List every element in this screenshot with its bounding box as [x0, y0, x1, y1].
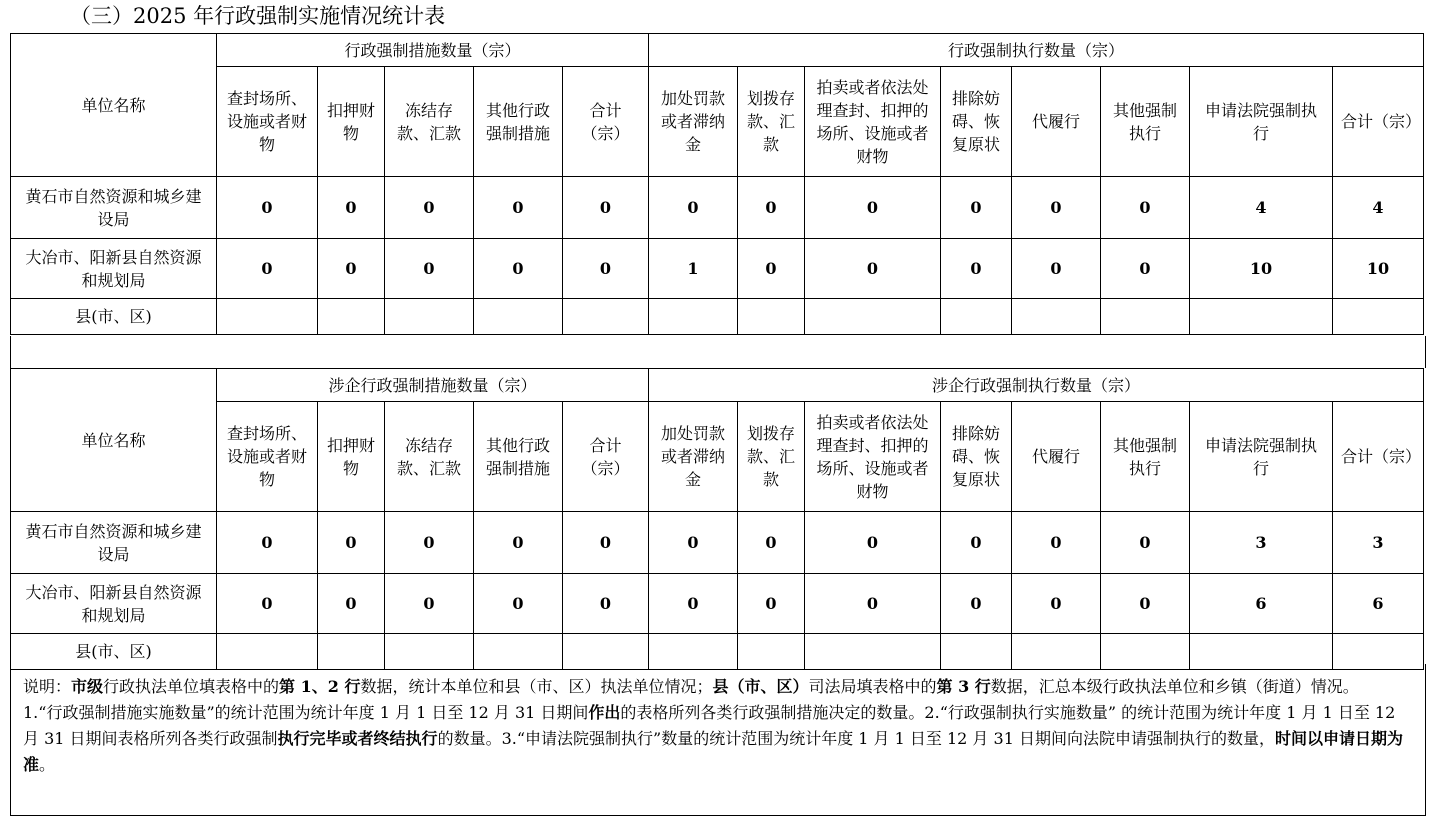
measures-group-header: 行政强制措施数量（宗）	[217, 34, 649, 67]
value-cell: 0	[385, 574, 474, 634]
note-text: 。	[39, 755, 56, 774]
value-cell: 0	[385, 239, 474, 299]
value-cell: 0	[318, 177, 385, 239]
column-header: 划拨存款、汇款	[738, 402, 805, 512]
value-cell	[649, 299, 738, 335]
table-row	[11, 574, 1424, 634]
column-header: 代履行	[1012, 67, 1101, 177]
column-header: 其他行政强制措施	[474, 402, 563, 512]
value-cell: 0	[318, 239, 385, 299]
note-text: 说明：	[23, 677, 72, 696]
emphasis-text: 执行完毕或者终结执行	[277, 729, 438, 748]
value-cell: 0	[217, 574, 318, 634]
value-cell: 0	[649, 177, 738, 239]
note-text: 数据，统计本单位和县（市、区）执法单位情况；	[360, 677, 713, 696]
value-cell: 0	[738, 574, 805, 634]
unit-name-header: 单位名称	[11, 34, 217, 177]
value-cell	[1190, 299, 1333, 335]
value-cell	[474, 299, 563, 335]
value-cell: 0	[1012, 239, 1101, 299]
column-header: 扣押财物	[318, 67, 385, 177]
enterprise-enforcement-table	[10, 368, 1424, 670]
value-cell: 0	[941, 177, 1012, 239]
value-cell	[217, 299, 318, 335]
value-cell: 6	[1190, 574, 1333, 634]
value-cell: 0	[805, 177, 941, 239]
value-cell: 0	[805, 239, 941, 299]
value-cell	[1101, 299, 1190, 335]
table-row	[11, 512, 1424, 574]
value-cell: 1	[649, 239, 738, 299]
note-text: 司法局填表格中的	[808, 677, 937, 696]
value-cell: 0	[474, 177, 563, 239]
column-header: 拍卖或者依法处理查封、扣押的场所、设施或者财物	[805, 67, 941, 177]
value-cell: 0	[649, 512, 738, 574]
value-cell: 3	[1190, 512, 1333, 574]
column-header: 查封场所、设施或者财物	[217, 67, 318, 177]
value-cell: 0	[805, 574, 941, 634]
column-header: 加处罚款或者滞纳金	[649, 67, 738, 177]
column-header: 代履行	[1012, 402, 1101, 512]
value-cell: 0	[563, 574, 649, 634]
column-header: 申请法院强制执行	[1190, 402, 1333, 512]
column-header: 排除妨碍、恢复原状	[941, 67, 1012, 177]
emphasis-text: 时间以申请日期为准	[23, 729, 1403, 774]
column-header: 合计（宗）	[1333, 402, 1424, 512]
column-header: 其他行政强制措施	[474, 67, 563, 177]
value-cell: 0	[1101, 512, 1190, 574]
emphasis-text: 作出	[588, 703, 621, 722]
value-cell: 0	[318, 512, 385, 574]
value-cell: 0	[738, 239, 805, 299]
value-cell: 0	[1012, 574, 1101, 634]
note-text: 1.“行政强制措施实施数量”的统计范围为统计年度 1 月 1 日至 12 月 31 日期间	[23, 703, 589, 722]
value-cell: 0	[563, 512, 649, 574]
column-header: 查封场所、设施或者财物	[217, 402, 318, 512]
value-cell: 0	[318, 574, 385, 634]
column-header: 合计（宗）	[563, 402, 649, 512]
value-cell: 0	[649, 574, 738, 634]
table-row	[11, 177, 1424, 239]
value-cell: 6	[1333, 574, 1424, 634]
value-cell: 0	[738, 177, 805, 239]
note-text: 的表格所列各类行政强制措施决定的数量。2.“行政强制执行实施数量” 的统计范围为统计年度 1 月 1 日至 12 月 31 日期间表格所列各类行政强制	[23, 703, 1396, 748]
value-cell: 0	[1012, 177, 1101, 239]
unit-name-cell: 黄石市自然资源和城乡建设局	[11, 512, 217, 574]
value-cell: 0	[217, 177, 318, 239]
note-text: 的数量。3.“申请法院强制执行”数量的统计范围为统计年度 1 月 1 日至 12 月 31 日期间向法院申请强制执行的数量，	[437, 729, 1275, 748]
value-cell: 0	[941, 512, 1012, 574]
value-cell: 0	[1101, 574, 1190, 634]
emphasis-text: 第 1、2 行	[279, 677, 361, 696]
value-cell	[385, 299, 474, 335]
value-cell	[1333, 299, 1424, 335]
execution-group-header: 行政强制执行数量（宗）	[649, 34, 1424, 67]
column-header: 冻结存款、汇款	[385, 402, 474, 512]
unit-name-cell: 县(市、区)	[11, 299, 217, 335]
column-header: 合计（宗）	[1333, 67, 1424, 177]
value-cell: 4	[1190, 177, 1333, 239]
column-header: 其他强制执行	[1101, 402, 1190, 512]
value-cell: 0	[738, 512, 805, 574]
value-cell: 0	[385, 177, 474, 239]
column-header: 排除妨碍、恢复原状	[941, 402, 1012, 512]
value-cell: 0	[385, 512, 474, 574]
column-header: 申请法院强制执行	[1190, 67, 1333, 177]
value-cell	[318, 299, 385, 335]
value-cell: 0	[563, 177, 649, 239]
enforcement-table	[10, 33, 1424, 335]
notes-paragraph-1	[23, 674, 1415, 700]
value-cell: 4	[1333, 177, 1424, 239]
notes-paragraph-2	[23, 700, 1415, 778]
value-cell: 0	[1012, 512, 1101, 574]
column-header: 拍卖或者依法处理查封、扣押的场所、设施或者财物	[805, 402, 941, 512]
value-cell: 0	[941, 239, 1012, 299]
column-header: 加处罚款或者滞纳金	[649, 402, 738, 512]
emphasis-text: 县（市、区）	[712, 677, 809, 696]
column-header: 其他强制执行	[1101, 67, 1190, 177]
notes-section	[10, 664, 1426, 816]
column-header: 扣押财物	[318, 402, 385, 512]
table-spacer	[10, 336, 1426, 368]
value-cell	[1012, 299, 1101, 335]
value-cell: 0	[474, 239, 563, 299]
unit-name-cell: 县(市、区)	[11, 634, 217, 670]
unit-name-cell: 大冶市、阳新县自然资源和规划局	[11, 239, 217, 299]
unit-name-cell: 黄石市自然资源和城乡建设局	[11, 177, 217, 239]
emphasis-text: 市级	[71, 677, 104, 696]
table-row	[11, 299, 1424, 335]
note-text: 数据，汇总本级行政执法单位和乡镇（街道）情况。	[990, 677, 1359, 696]
unit-name-cell: 大冶市、阳新县自然资源和规划局	[11, 574, 217, 634]
value-cell: 0	[1101, 239, 1190, 299]
execution-group-header: 涉企行政强制执行数量（宗）	[649, 369, 1424, 402]
value-cell	[941, 299, 1012, 335]
value-cell: 0	[474, 574, 563, 634]
note-text: 行政执法单位填表格中的	[103, 677, 280, 696]
value-cell: 10	[1190, 239, 1333, 299]
value-cell	[563, 299, 649, 335]
value-cell: 0	[217, 512, 318, 574]
emphasis-text: 第 3 行	[936, 677, 991, 696]
value-cell: 10	[1333, 239, 1424, 299]
value-cell: 0	[217, 239, 318, 299]
column-header: 划拨存款、汇款	[738, 67, 805, 177]
value-cell: 0	[941, 574, 1012, 634]
column-header: 冻结存款、汇款	[385, 67, 474, 177]
value-cell	[805, 299, 941, 335]
measures-group-header: 涉企行政强制措施数量（宗）	[217, 369, 649, 402]
value-cell: 3	[1333, 512, 1424, 574]
unit-name-header: 单位名称	[11, 369, 217, 512]
value-cell: 0	[563, 239, 649, 299]
page-title: （三）2025 年行政强制实施情况统计表	[70, 4, 446, 28]
value-cell: 0	[1101, 177, 1190, 239]
value-cell: 0	[474, 512, 563, 574]
value-cell	[738, 299, 805, 335]
column-header: 合计（宗）	[563, 67, 649, 177]
table-row	[11, 239, 1424, 299]
value-cell: 0	[805, 512, 941, 574]
